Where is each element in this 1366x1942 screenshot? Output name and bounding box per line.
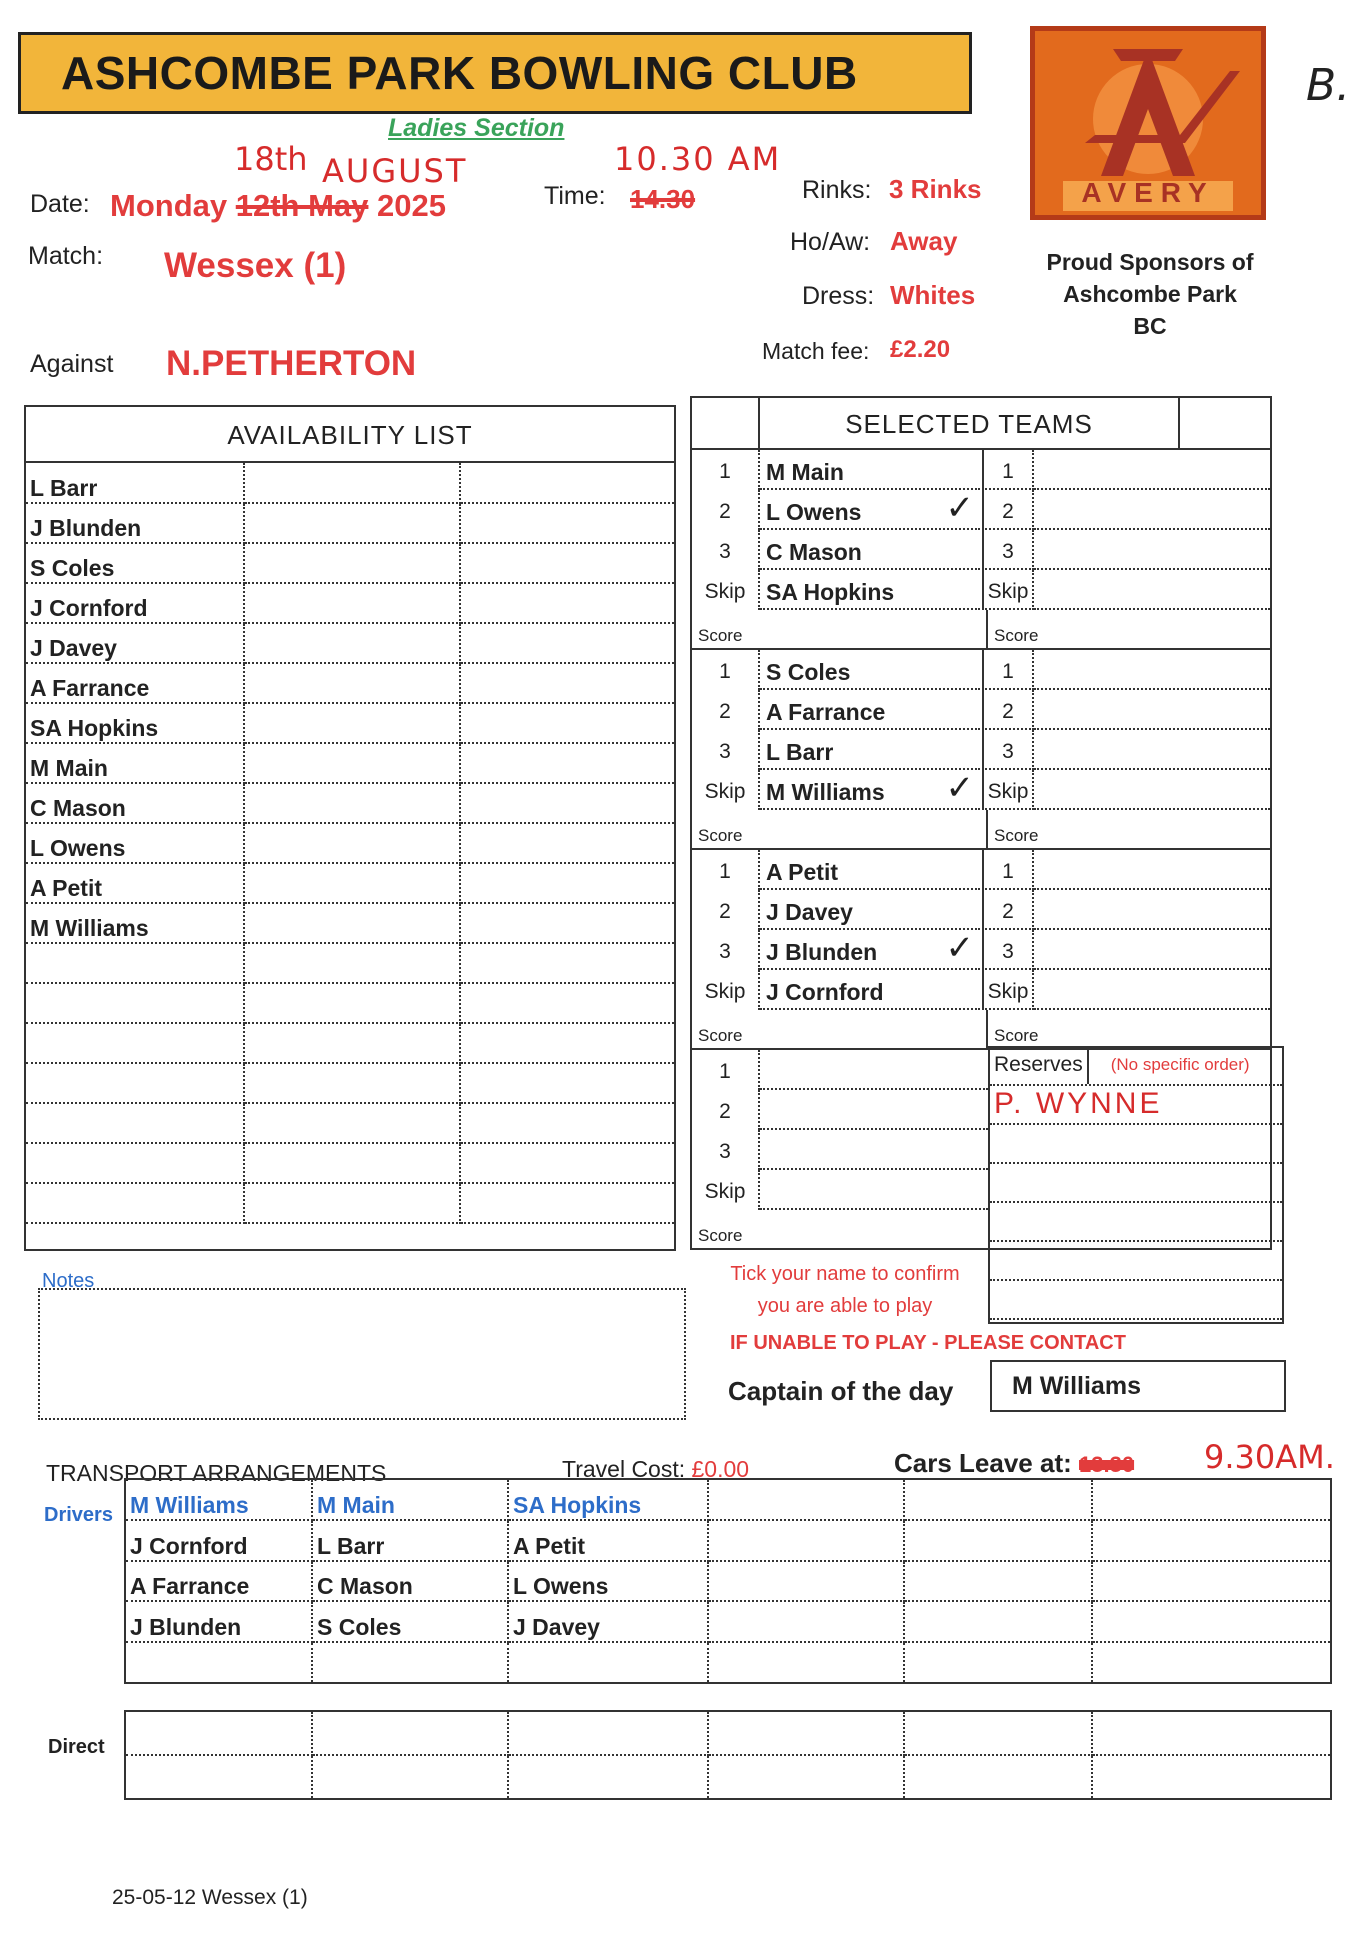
position-number: 3 [692,730,760,770]
availability-cell[interactable] [244,623,460,663]
transport-cell[interactable] [904,1561,1092,1601]
skip-label: Skip [692,570,760,610]
travel-cost-value: £0.00 [691,1456,750,1482]
availability-name[interactable]: J Davey [26,623,244,663]
dress-value: Whites [890,280,976,310]
cars-leave-handwritten: 9.30AM. [1204,1438,1335,1476]
rink-player-row [692,570,1270,610]
availability-cell[interactable] [460,1143,674,1183]
sponsor-line-2: Ashcombe Park [1063,281,1237,307]
time-label: Time: [544,182,606,210]
selected-teams-heading: SELECTED TEAMS [760,398,1180,448]
cars-leave [894,1448,1134,1479]
opponent-position-number: 3 [982,930,1034,970]
opponent-skip-label: Skip [982,970,1034,1010]
availability-cell[interactable] [244,703,460,743]
selected-teams-header [692,398,1270,450]
rink-score-row [692,610,1270,648]
opponent-score-label: Score [986,810,1270,848]
rink-score-row [692,1010,1270,1048]
rinks-value: 3 Rinks [889,174,982,204]
against-label: Against [30,350,114,378]
reserve-entry[interactable] [990,1125,1282,1164]
rink-player-name[interactable]: J Blunden ✓ [760,930,980,970]
match-label: Match: [28,242,104,270]
rink-score-row [692,1210,988,1248]
footer-reference: 25-05-12 Wessex (1) [112,1886,308,1909]
availability-row [26,783,674,823]
confirm-tick-icon: ✓ [945,489,974,527]
direct-cell[interactable] [508,1755,708,1798]
avery-logo [1030,26,1266,220]
availability-row [26,1143,674,1183]
transport-cell[interactable] [1092,1561,1330,1601]
transport-cell[interactable] [1092,1601,1330,1641]
transport-cell[interactable] [708,1642,904,1682]
availability-name[interactable] [26,1023,244,1063]
opponent-player-cell[interactable] [1034,890,1270,930]
direct-cell[interactable] [904,1712,1092,1755]
rink-player-name[interactable]: M Williams ✓ [760,770,980,810]
fee-label: Match fee: [762,338,870,364]
rink-block [692,850,1270,1050]
availability-row [26,663,674,703]
hoaw-value: Away [890,226,958,256]
opponent-player-cell[interactable] [1034,730,1270,770]
availability-cell[interactable] [244,463,460,503]
reserves-box [988,1046,1284,1324]
availability-row [26,863,674,903]
opponent-position-number: 2 [982,490,1034,530]
position-number: 1 [692,1050,760,1090]
availability-cell[interactable] [460,463,674,503]
availability-row [26,743,674,783]
transport-cell[interactable]: A Petit [508,1520,708,1560]
transport-cell[interactable]: SA Hopkins [508,1480,708,1520]
selected-teams-header-cell [692,398,760,448]
club-title: ASHCOMBE PARK BOWLING CLUB [61,47,858,99]
availability-name[interactable]: L Owens [26,823,244,863]
club-title-banner [18,32,972,114]
reserves-label: Reserves [990,1046,1089,1084]
availability-cell[interactable] [460,703,674,743]
availability-cell[interactable] [244,903,460,943]
rink-player-row [692,690,1270,730]
reserve-entry[interactable] [990,1281,1282,1320]
rink-player-row [692,850,1270,890]
availability-cell[interactable] [244,943,460,983]
availability-cell[interactable] [460,543,674,583]
availability-cell[interactable] [244,743,460,783]
opponent-player-cell[interactable] [1034,850,1270,890]
availability-row [26,823,674,863]
direct-row [126,1755,1330,1798]
availability-cell[interactable] [244,783,460,823]
transport-row [126,1642,1330,1682]
availability-name[interactable]: S Coles [26,543,244,583]
score-label: Score [698,1226,743,1245]
transport-row [126,1480,1330,1520]
availability-list [24,405,676,1251]
rink-player-name[interactable]: SA Hopkins [760,570,980,610]
opponent-skip-label: Skip [982,770,1034,810]
drivers-label: Drivers [44,1504,113,1526]
availability-name[interactable]: C Mason [26,783,244,823]
time-handwritten: 10.30 AM [614,140,782,178]
availability-cell[interactable] [460,503,674,543]
direct-row [126,1712,1330,1755]
availability-cell[interactable] [244,583,460,623]
availability-name[interactable] [26,1183,244,1223]
rink-score-row [692,810,1270,848]
rink-player-name[interactable]: L Owens ✓ [760,490,980,530]
date-label: Date: [30,190,90,218]
transport-cell[interactable] [126,1642,312,1682]
match-value: Wessex (1) [164,246,347,285]
notes-label: Notes [42,1270,95,1292]
position-number: 3 [692,930,760,970]
transport-cell[interactable]: M Main [312,1480,508,1520]
availability-cell[interactable] [460,823,674,863]
availability-cell[interactable] [460,1103,674,1143]
availability-cell[interactable] [460,1183,674,1223]
availability-row [26,983,674,1023]
reserves-note: (No specific order) [1110,1055,1250,1074]
fee-value: £2.20 [890,336,951,363]
against-value: N.PETHERTON [166,344,417,383]
rink-player-name[interactable]: A Petit [760,850,980,890]
availability-row [26,1183,674,1223]
opponent-score-label: Score [986,610,1270,648]
transport-row [126,1520,1330,1560]
rink-block [692,1050,990,1248]
hoaw-label: Ho/Aw: [790,228,871,256]
transport-cell[interactable] [904,1520,1092,1560]
rink-player-name[interactable] [760,1050,988,1090]
transport-cell[interactable] [904,1642,1092,1682]
transport-cell[interactable]: M Williams [126,1480,312,1520]
transport-row [126,1561,1330,1601]
captain-value: M Williams [1012,1372,1141,1400]
availability-cell[interactable] [460,903,674,943]
direct-cell[interactable] [126,1755,312,1798]
availability-row [26,503,674,543]
opponent-player-cell[interactable] [1034,490,1270,530]
availability-heading: AVAILABILITY LIST [26,407,674,463]
rink-player-row [692,890,1270,930]
availability-name[interactable]: L Barr [26,463,244,503]
rink-player-row [692,730,1270,770]
availability-cell[interactable] [244,1183,460,1223]
availability-row [26,623,674,663]
availability-name[interactable]: M Williams [26,903,244,943]
availability-name[interactable] [26,1063,244,1103]
reserve-entry[interactable] [990,1164,1282,1203]
reserve-entry[interactable] [990,1242,1282,1281]
travel-cost-label: Travel Cost: [562,1456,686,1482]
opponent-player-cell[interactable] [1034,530,1270,570]
availability-cell[interactable] [244,503,460,543]
transport-cell[interactable] [1092,1642,1330,1682]
availability-name[interactable]: A Petit [26,863,244,903]
transport-cell[interactable]: A Farrance [126,1561,312,1601]
rink-player-name[interactable]: M Main [760,450,980,490]
availability-name[interactable] [26,983,244,1023]
direct-cell[interactable] [904,1755,1092,1798]
transport-heading: TRANSPORT ARRANGEMENTS [46,1460,387,1486]
availability-name[interactable] [26,1103,244,1143]
transport-cell[interactable]: S Coles [312,1601,508,1641]
availability-cell[interactable] [460,743,674,783]
date-year: 2025 [377,188,447,223]
availability-cell[interactable] [244,1143,460,1183]
opponent-player-cell[interactable] [1034,770,1270,810]
rink-player-row [692,450,1270,490]
opponent-position-number: 1 [982,650,1034,690]
date-handwritten-day: 18th [234,140,308,178]
opponent-position-number: 1 [982,450,1034,490]
opponent-score-label: Score [986,1010,1270,1048]
availability-name[interactable]: A Farrance [26,663,244,703]
reserves-header [990,1048,1282,1086]
availability-name[interactable] [26,1143,244,1183]
position-number: 3 [692,530,760,570]
position-number: 1 [692,650,760,690]
opponent-skip-label: Skip [982,570,1034,610]
direct-cell[interactable] [708,1712,904,1755]
availability-row [26,703,674,743]
transport-table-box [124,1478,1332,1684]
date-value [110,188,446,224]
direct-cell[interactable] [508,1712,708,1755]
dress-label: Dress: [802,282,875,310]
availability-cell[interactable] [460,623,674,663]
opponent-position-number: 1 [982,850,1034,890]
date-struck: 12th May [235,188,369,223]
score-label: Score [698,1026,743,1045]
date-day: Monday [110,188,228,223]
sponsor-line-1: Proud Sponsors of [1046,249,1254,275]
transport-cell[interactable]: J Davey [508,1601,708,1641]
direct-cell[interactable] [708,1755,904,1798]
corner-mark: B. [1306,60,1351,111]
direct-label: Direct [48,1736,105,1758]
rink-player-row [692,970,1270,1010]
captain-box [990,1360,1286,1412]
availability-row [26,543,674,583]
rinks-label: Rinks: [802,176,872,204]
position-number: 2 [692,890,760,930]
rink-player-row [692,490,1270,530]
direct-cell[interactable] [126,1712,312,1755]
availability-cell[interactable] [244,1103,460,1143]
rink-player-name[interactable] [760,1170,988,1210]
opponent-player-cell[interactable] [1034,450,1270,490]
availability-cell[interactable] [460,943,674,983]
score-label: Score [698,626,743,645]
rink-player-row [692,650,1270,690]
transport-cell[interactable]: L Barr [312,1520,508,1560]
transport-cell[interactable] [1092,1480,1330,1520]
availability-cell[interactable] [460,1063,674,1103]
rink-block [692,650,1270,850]
availability-cell[interactable] [244,543,460,583]
availability-cell[interactable] [244,863,460,903]
rink-player-name[interactable]: C Mason [760,530,980,570]
availability-row [26,463,674,503]
transport-cell[interactable] [708,1561,904,1601]
opponent-player-cell[interactable] [1034,930,1270,970]
transport-cell[interactable] [708,1480,904,1520]
opponent-player-cell[interactable] [1034,690,1270,730]
notes-box[interactable] [38,1288,686,1420]
position-number: 2 [692,690,760,730]
rink-player-name[interactable]: J Cornford [760,970,980,1010]
availability-cell[interactable] [460,783,674,823]
captain-label: Captain of the day [728,1376,954,1406]
transport-cell[interactable] [312,1642,508,1682]
direct-table-box [124,1710,1332,1800]
rink-player-name[interactable]: S Coles [760,650,980,690]
availability-cell[interactable] [244,823,460,863]
rink-player-name[interactable] [760,1130,988,1170]
direct-cell[interactable] [1092,1755,1330,1798]
availability-cell[interactable] [244,1023,460,1063]
confirm-tick-icon: ✓ [945,929,974,967]
availability-cell[interactable] [244,983,460,1023]
cars-leave-struck: 13.30 [1079,1452,1135,1477]
transport-cell[interactable] [904,1480,1092,1520]
availability-cell[interactable] [460,1023,674,1063]
rink-player-row [692,530,1270,570]
unable-instruction: IF UNABLE TO PLAY - PLEASE CONTACT [730,1332,1126,1354]
rink-player-name[interactable] [760,1090,988,1130]
availability-cell[interactable] [460,983,674,1023]
avery-logo-text: AVERY [1081,177,1215,208]
transport-cell[interactable] [708,1601,904,1641]
opponent-player-cell[interactable] [1034,570,1270,610]
availability-name[interactable]: M Main [26,743,244,783]
reserve-entry[interactable] [990,1203,1282,1242]
availability-name[interactable]: J Cornford [26,583,244,623]
skip-label: Skip [692,1170,760,1210]
sponsor-line-3: BC [1133,313,1167,339]
rink-block [692,450,1270,650]
transport-cell[interactable] [708,1520,904,1560]
tick-instruction [700,1258,990,1322]
position-number: 1 [692,850,760,890]
rink-player-row [692,770,1270,810]
selected-teams-header-cell [1180,398,1270,448]
availability-name[interactable]: SA Hopkins [26,703,244,743]
skip-label: Skip [692,970,760,1010]
transport-row [126,1601,1330,1641]
opponent-position-number: 2 [982,890,1034,930]
direct-cell[interactable] [1092,1712,1330,1755]
availability-row [26,1103,674,1143]
availability-name[interactable] [26,943,244,983]
rink-player-name[interactable]: J Davey [760,890,980,930]
reserve-entry[interactable]: P. WYNNE [990,1086,1282,1125]
rink-player-name[interactable]: L Barr [760,730,980,770]
availability-table [26,463,674,1224]
rink-player-row [692,1130,988,1170]
direct-table [126,1712,1330,1798]
direct-cell[interactable] [312,1712,508,1755]
time-struck: 14.30 [630,184,696,214]
rink-player-row [692,1050,988,1090]
ladies-section-label: Ladies Section [388,114,565,142]
opponent-player-cell[interactable] [1034,970,1270,1010]
skip-label: Skip [692,770,760,810]
cars-leave-label: Cars Leave at: [894,1448,1072,1478]
transport-cell[interactable] [508,1642,708,1682]
transport-cell[interactable]: J Blunden [126,1601,312,1641]
rink-player-row [692,1090,988,1130]
opponent-player-cell[interactable] [1034,650,1270,690]
position-number: 3 [692,1130,760,1170]
opponent-position-number: 3 [982,530,1034,570]
rink-player-row [692,930,1270,970]
transport-cell[interactable]: C Mason [312,1561,508,1601]
position-number: 2 [692,1090,760,1130]
rink-player-name[interactable]: A Farrance [760,690,980,730]
date-handwritten-month: AUGUST [322,152,468,190]
tick-instruction-line-1: Tick your name to confirm [730,1263,960,1285]
availability-row [26,903,674,943]
position-number: 1 [692,450,760,490]
transport-table [126,1480,1330,1682]
position-number: 2 [692,490,760,530]
availability-row [26,1063,674,1103]
availability-cell[interactable] [244,1063,460,1103]
transport-cell[interactable]: L Owens [508,1561,708,1601]
direct-cell[interactable] [312,1755,508,1798]
tick-instruction-line-2: you are able to play [757,1295,933,1317]
transport-cell[interactable] [904,1601,1092,1641]
availability-cell[interactable] [460,863,674,903]
opponent-position-number: 3 [982,730,1034,770]
rink-player-row [692,1170,988,1210]
score-label: Score [698,826,743,845]
availability-cell[interactable] [460,663,674,703]
transport-cell[interactable]: J Cornford [126,1520,312,1560]
availability-row [26,943,674,983]
confirm-tick-icon: ✓ [945,769,974,807]
availability-cell[interactable] [244,663,460,703]
availability-name[interactable]: J Blunden [26,503,244,543]
opponent-position-number: 2 [982,690,1034,730]
transport-cell[interactable] [1092,1520,1330,1560]
availability-row [26,583,674,623]
availability-cell[interactable] [460,583,674,623]
reserves-list [990,1086,1282,1320]
availability-row [26,1023,674,1063]
sponsor-text [1010,246,1290,342]
